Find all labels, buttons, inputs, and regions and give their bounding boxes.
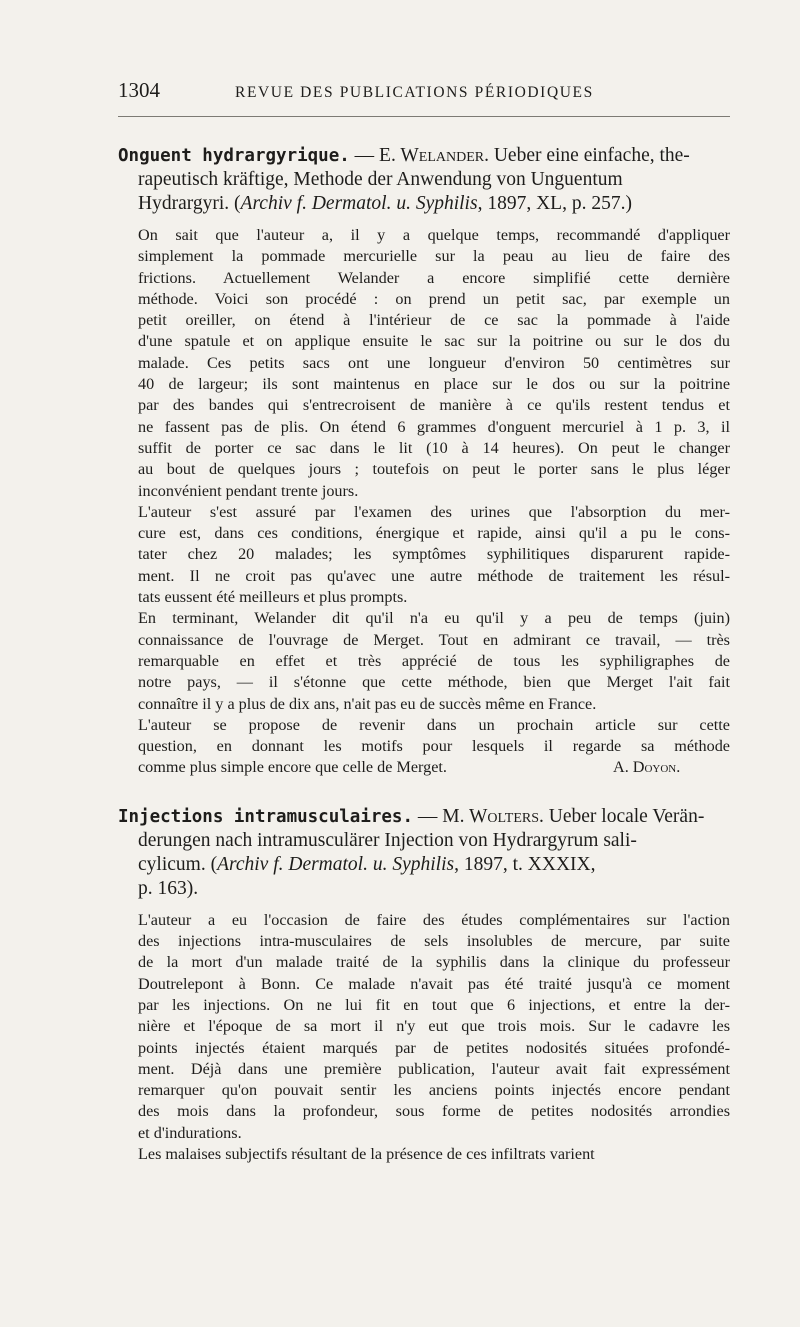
text-line: méthode. Voici son procédé : on prend un petit sac, par exemple un xyxy=(138,289,730,308)
article-2-citation: , 1897, t. XXXIX, xyxy=(454,853,596,875)
article-1-title: Onguent hydrargyrique. xyxy=(118,146,350,166)
text-line: L'auteur se propose de revenir dans un prochain article sur cette xyxy=(138,715,730,734)
text-line: cure est, dans ces conditions, énergique et rapide, ainsi qu'il a pu le cons- xyxy=(138,524,730,543)
text-line: comme plus simple encore que celle de Merget. A. Doyon. xyxy=(118,757,730,778)
text-line: malade. Ces petits sacs ont une longueur d'environ 50 centimètres sur xyxy=(138,353,730,372)
paragraph xyxy=(118,910,730,1144)
header-rule xyxy=(118,116,730,117)
text-line: simplement la pommade mercurielle sur la peau au lieu de faire des xyxy=(138,247,730,266)
text-line: remarquer qu'on pouvait sentir les anciens points injectés encore pendant xyxy=(138,1081,730,1100)
text-line: question, en donnant les motifs pour lesquels il regarde sa méthode xyxy=(138,737,730,756)
signature: A. Doyon. xyxy=(613,758,681,777)
text-line: L'auteur a eu l'occasion de faire des études complémentaires sur l'action xyxy=(138,910,730,929)
article-1-ref-line: rapeutisch kräftige, Methode der Anwendung von Unguentum xyxy=(138,169,623,190)
text-line: des mois dans la profondeur, sous forme de petites nodosités arrondies xyxy=(138,1102,730,1121)
text-line: 40 de largeur; ils sont maintenus en place sur le dos ou sur la poitrine xyxy=(138,375,730,394)
text-line: tater chez 20 malades; les symptômes syphilitiques disparurent rapide- xyxy=(138,545,730,564)
paragraph xyxy=(118,715,730,779)
text-line: connaître il y a plus de dix ans, n'ait pas eu de succès même en France. xyxy=(138,694,597,713)
paragraph xyxy=(118,608,730,714)
article-1-heading: Onguent hydrargyrique. — E. Welander. Ueber eine einfache, the- rapeutisch kräftige, Methode der Anwendung von Unguentum Hydrargyri. (Archiv f. Dermatol. u. Syphilis, 1897, XL, p. 257.) xyxy=(118,144,730,216)
article-2-heading: Injections intramusculaires. — M. Wolters. Ueber locale Verän- derungen nach intramusculärer Injection von Hydrargyrum sali- cylicum. (Archiv f. Dermatol. u. Syphilis, 1897, t. XXXIX, p. 163). xyxy=(118,805,730,901)
article-2-ref-line: Ueber locale Verän- xyxy=(548,805,705,827)
article-2-title: Injections intramusculaires. xyxy=(118,806,414,827)
text-line: ment. Il ne croit pas qu'avec une autre méthode de traitement les résul- xyxy=(138,566,730,585)
article-1-author: E. Welander. xyxy=(379,145,489,166)
text-line: au bout de quelques jours ; toutefois on peut le porter sans le plus léger xyxy=(138,460,730,479)
text-line: L'auteur s'est assuré par l'examen des urines que l'absorption du mer- xyxy=(138,502,730,521)
text-line: ne fassent pas de plis. On étend 6 grammes d'onguent mercuriel à 1 p. 3, il xyxy=(138,417,730,436)
article-2-text xyxy=(118,910,730,1166)
text-line: par les injections. On ne lui fit en tout que 6 injections, et entre la der- xyxy=(138,995,730,1014)
text-line: ment. Déjà dans une première publication, l'auteur avait fait expressément xyxy=(138,1059,730,1078)
text-line: suffit de porter ce sac dans le lit (10 à 14 heures). On peut le changer xyxy=(138,438,730,457)
page-header xyxy=(118,78,730,108)
text-line: petit oreiller, on étend à l'intérieur de ce sac la pommade à l'aide xyxy=(138,311,730,330)
text-line: points injectés étaient marqués par de petites nodosités situées profondé- xyxy=(138,1038,730,1057)
text-line: et d'indurations. xyxy=(138,1123,242,1142)
article-2-journal: Archiv f. Dermatol. u. Syphilis xyxy=(217,853,455,875)
text-line: remarquable en effet et très apprécié de tous les syphiligraphes de xyxy=(138,651,730,670)
text-line: inconvénient pendant trente jours. xyxy=(138,481,359,500)
text-line: notre pays, — il s'étonne que cette méthode, bien que Merget l'ait fait xyxy=(138,673,730,692)
text-line: par des bandes qui s'entrecroisent de manière à ce qu'ils restent tendus et xyxy=(138,396,730,415)
paragraph xyxy=(118,1144,730,1165)
text-line: En terminant, Welander dit qu'il n'a eu qu'il y a peu de temps (juin) xyxy=(138,609,730,628)
text-line: connaissance de l'ouvrage de Merget. Tout en admirant ce travail, — très xyxy=(138,630,730,649)
article-1-text xyxy=(118,225,730,779)
text-line: tats eussent été meilleurs et plus prompts. xyxy=(138,588,408,607)
page-number: 1304 xyxy=(118,78,160,102)
text-line: frictions. Actuellement Welander a encore simplifié cette dernière xyxy=(138,268,730,287)
article-1-ref-line: Ueber eine einfache, the- xyxy=(493,145,690,166)
text-line: Les malaises subjectifs résultant de la présence de ces infiltrats varient xyxy=(138,1144,595,1163)
article-2-ref-line: derungen nach intramusculärer Injection von Hydrargyrum sali- xyxy=(138,829,637,851)
article-2-author: M. Wolters. xyxy=(442,805,544,827)
article-2-citation-end: p. 163). xyxy=(138,877,199,899)
text-line: Doutrelepont à Bonn. Ce malade n'avait pas été traité jusqu'à ce moment xyxy=(138,974,730,993)
paragraph xyxy=(118,502,730,608)
text-line: nière et l'époque de sa mort il n'y eut que trois mois. Sur le cadavre les xyxy=(138,1017,730,1036)
text-line: On sait que l'auteur a, il y a quelque temps, recommandé d'appliquer xyxy=(138,226,730,244)
page-body xyxy=(118,144,730,1165)
article-1-citation: , 1897, XL, p. 257.) xyxy=(477,193,632,214)
text-line: d'une spatule et on applique ensuite le sac sur la poitrine ou sur le dos du xyxy=(138,332,730,351)
text-line: des injections intra-musculaires de sels insolubles de mercure, par suite xyxy=(138,932,730,951)
running-title: REVUE DES PUBLICATIONS PÉRIODIQUES xyxy=(235,84,594,101)
text-line: de la mort d'un malade traité de la syphilis dans la clinique du professeur xyxy=(138,953,730,972)
paragraph xyxy=(118,225,730,502)
article-1-journal: Archiv f. Dermatol. u. Syphilis xyxy=(240,193,478,214)
